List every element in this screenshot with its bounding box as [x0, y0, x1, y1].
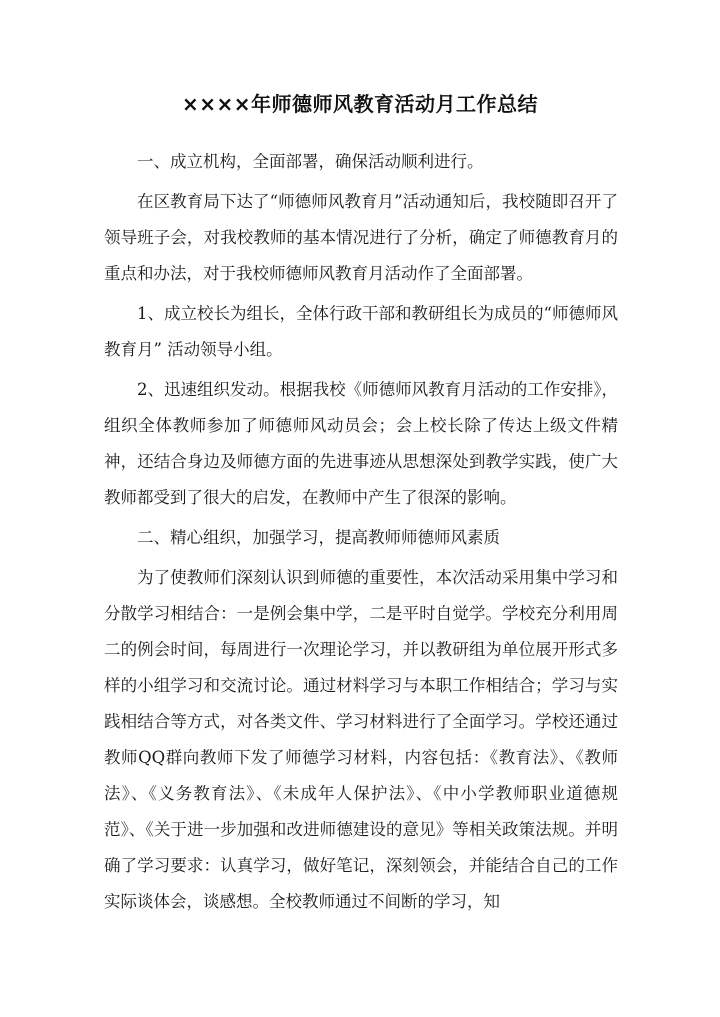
paragraph: 为了使教师们深刻认识到师德的重要性，本次活动采用集中学习和分散学习相结合：一是例会集中学，二是平时自觉学。学校充分利用周二的例会时间，每周进行一次理论学习，并以教研组为单位展开形式多样的小组学习和交流讨论。通过材料学习与本职工作相结合；学习与实践相结合等方式，对各类文件、学习材料进行了全面学习。学校还通过教师QQ群向教师下发了师德学习材料，内容包括：《教育法》、《教师法》、《义务教育法》、《未成年人保护法》、《中小学教师职业道德规范》、《关于进一步加强和改进师德建设的意见》等相关政策法规。并明确了学习要求：认真学习，做好笔记，深刻领会，并能结合自己的工作实际谈体会，谈感想。全校教师通过不间断的学习，知: [104, 568, 618, 911]
paragraph: 在区教育局下达了“师德师风教育月”活动通知后，我校随即召开了领导班子会，对我校教师的基本情况进行了分析，确定了师德教育月的重点和办法，对于我校师德师风教育月活动作了全面部署。: [104, 192, 618, 283]
document-title: ××××年师德师风教育活动月工作总结: [181, 92, 539, 116]
document-body: [104, 144, 618, 924]
paragraph: 1、成立校长为组长，全体行政干部和教研组长为成员的“师德师风教育月” 活动领导小组。: [104, 304, 618, 359]
section-heading-2: 二、精心组织，加强学习，提高教师师德师风素质: [137, 528, 500, 547]
paragraph: 2、迅速组织发动。根据我校《师德师风教育月活动的工作安排》，组织全体教师参加了师德师风动员会；会上校长除了传达上级文件精神，还结合身边及师德方面的先进事迹从思想深处到教学实践，使广大教师都受到了很大的启发，在教师中产生了很深的影响。: [104, 380, 618, 507]
section-heading-1: 一、成立机构，全面部署，确保活动顺利进行。: [137, 152, 484, 171]
